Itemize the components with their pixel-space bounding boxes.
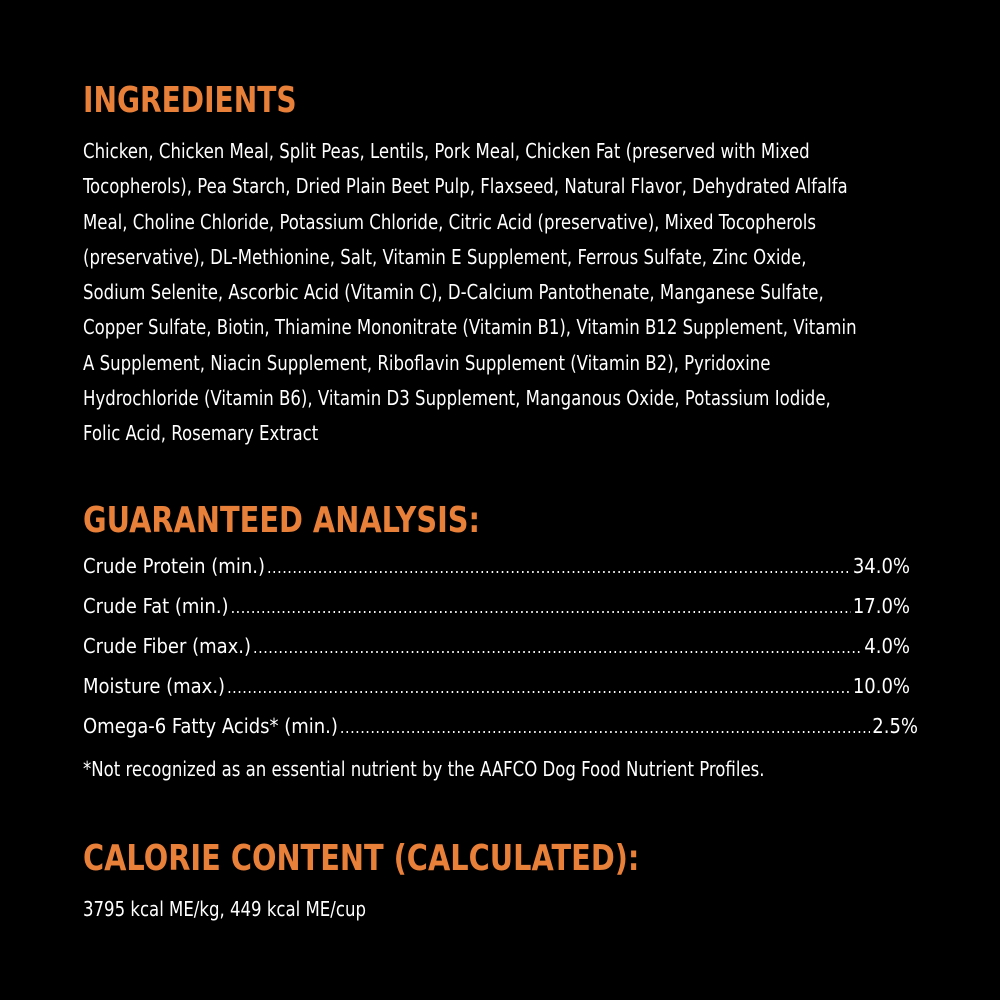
dot-leader [227,678,851,697]
ingredients-list: Chicken, Chicken Meal, Split Peas, Lentils, Pork Meal, Chicken Fat (preserved with Mixed Tocopherols), Pea Starch, Dried Plain Beet Pulp, Flaxseed, Natural Flavor, Dehydrated Alfalfa Meal, Choline Chloride, Potassium Chloride, Citric Acid (preservative), Mixed Tocopherols (preservative), DL-Methionine, Salt, Vitamin E Supplement, Ferrous Sulfate, Zinc Oxide, Sodium Selenite, Ascorbic Acid (Vitamin C), D-Calcium Pantothenate, Manganese Sulfate, Copper Sulfate, Biotin, Thiamine Mononitrate (Vitamin B1), Vitamin B12 Supplement, Vitamin A Supplement, Niacin Supplement, Riboflavin Supplement (Vitamin B2), Pyridoxine Hydrochloride (Vitamin B6), Vitamin D3 Supplement, Manganous Oxide, Potassium Iodide, Folic Acid, Rosemary Extract [83,139,857,446]
dot-leader [231,598,851,617]
guaranteed-analysis-heading: GUARANTEED ANALYSIS: [83,500,481,541]
analysis-row-crude-fiber [83,634,910,674]
analysis-footnote: *Not recognized as an essential nutrient by the AAFCO Dog Food Nutrient Profiles. [83,757,765,781]
analysis-row-crude-fat [83,594,910,634]
analysis-row-moisture [83,674,910,714]
ingredients-heading: INGREDIENTS [83,80,297,121]
analysis-row-label: Crude Fat (min.) [83,594,229,618]
dot-leader [253,638,862,657]
analysis-row-label: Crude Fiber (max.) [83,634,252,658]
analysis-row-crude-protein [83,554,910,594]
dot-leader [267,558,851,577]
analysis-row-omega-6 [83,714,918,754]
calorie-content-value: 3795 kcal ME/kg, 449 kcal ME/cup [83,897,366,921]
analysis-row-value: 34.0% [852,554,910,578]
analysis-row-value: 4.0% [864,634,910,658]
analysis-row-value: 17.0% [852,594,910,618]
analysis-row-label: Crude Protein (min.) [83,554,265,578]
calorie-content-heading: CALORIE CONTENT (CALCULATED): [83,838,640,879]
dot-leader [340,718,870,737]
analysis-row-label: Omega-6 Fatty Acids* (min.) [83,714,338,738]
analysis-row-value: 10.0% [852,674,910,698]
analysis-row-value: 2.5% [872,714,918,738]
analysis-row-label: Moisture (max.) [83,674,226,698]
guaranteed-analysis-table [83,554,918,754]
